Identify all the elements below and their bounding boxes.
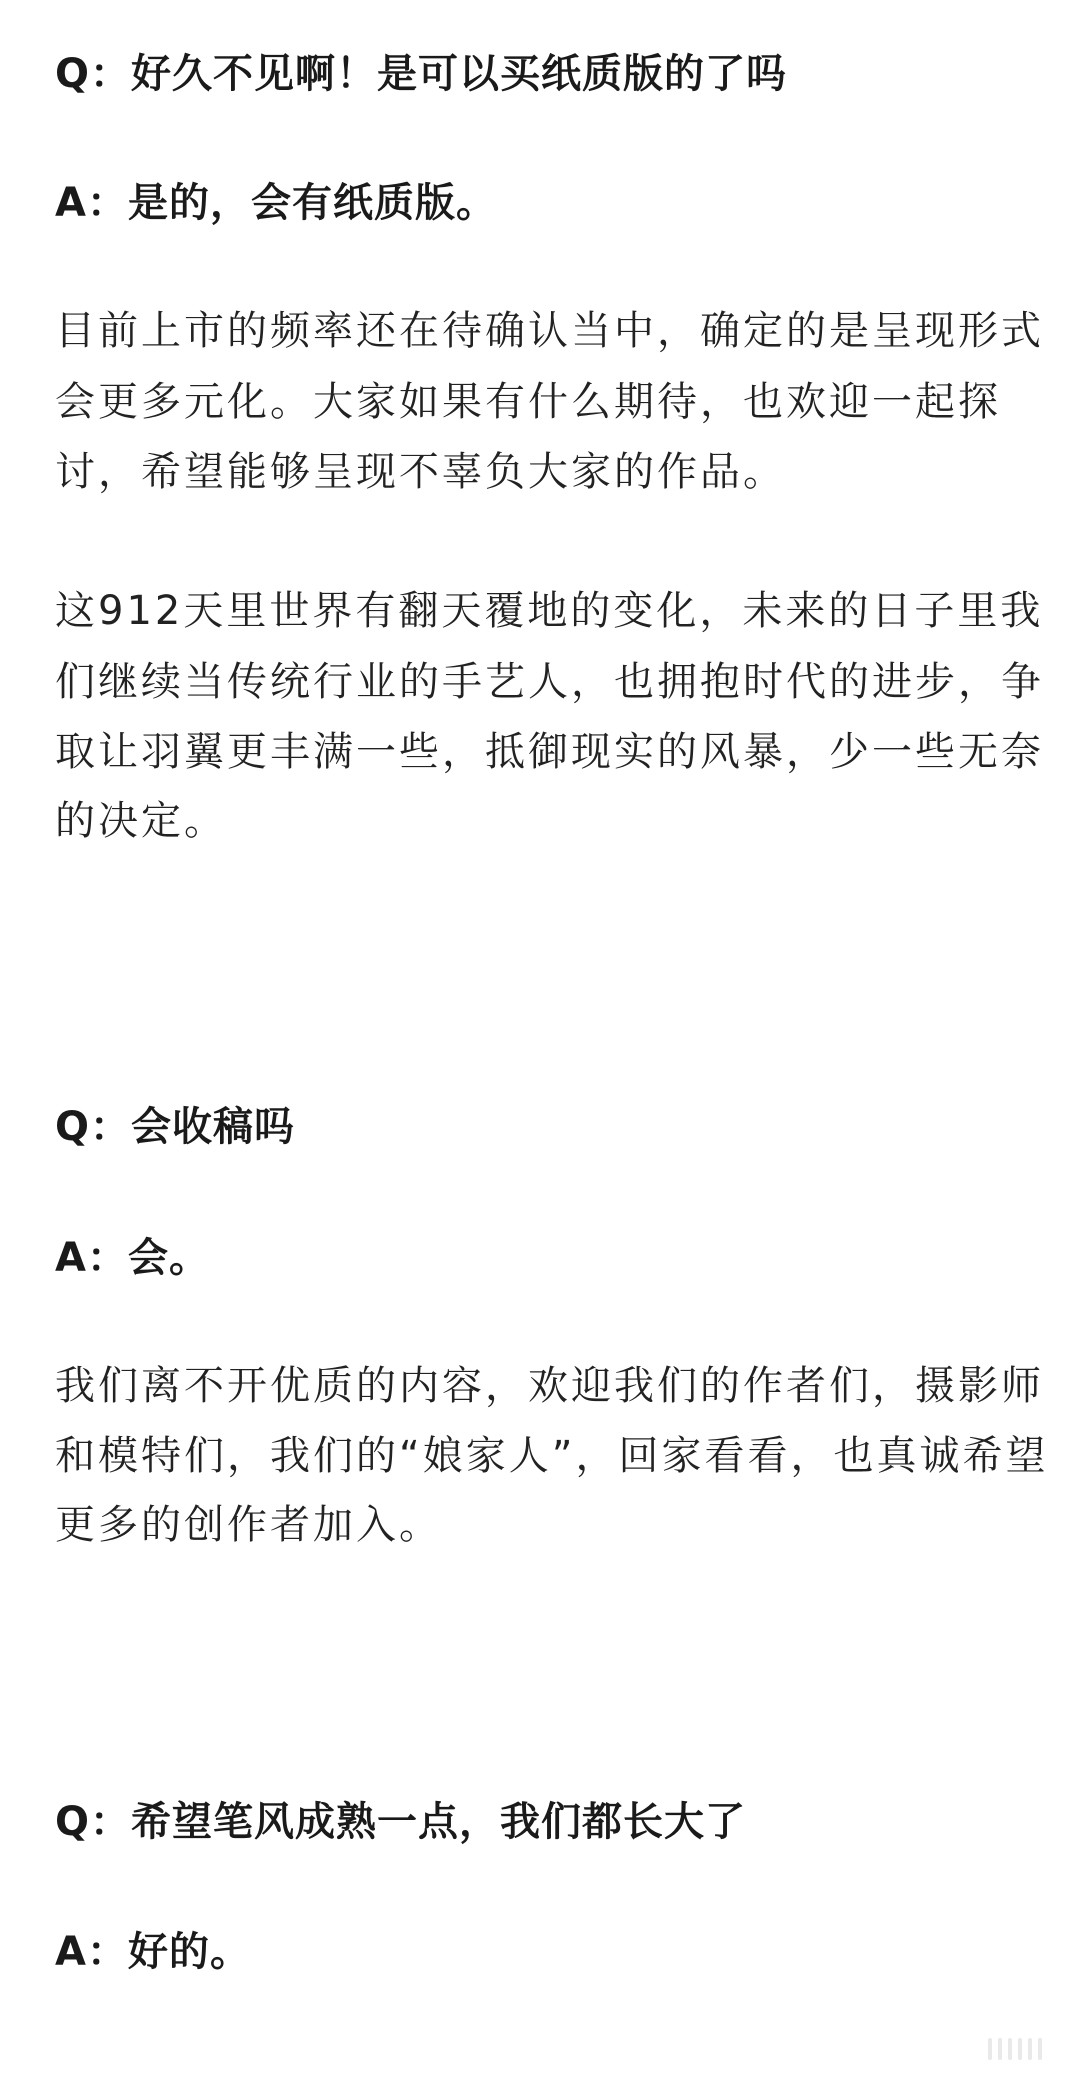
paragraph-line: 讨，希望能够呈现不辜负大家的作品。 <box>55 449 786 495</box>
paragraph-line: 的决定。 <box>55 798 227 844</box>
paragraph-line: 取让羽翼更丰满一些，抵御现实的风暴，少一些无奈 <box>55 729 1044 775</box>
paragraph-line: 我们离不开优质的内容，欢迎我们的作者们，摄影师 <box>55 1363 1044 1409</box>
paragraph-line: 目前上市的频率还在待确认当中，确定的是呈现形式 <box>55 308 1044 354</box>
question-1: Q：好久不见啊！是可以买纸质版的了吗 <box>55 51 788 97</box>
answer-1: A：是的，会有纸质版。 <box>55 180 497 226</box>
question-3: Q：希望笔风成熟一点，我们都长大了 <box>55 1799 747 1845</box>
paragraph-line: 和模特们，我们的“娘家人”，回家看看，也真诚希望 <box>55 1433 1049 1479</box>
watermark-bar <box>1028 2038 1032 2060</box>
watermark-bars <box>988 2038 1042 2060</box>
answer-3: A：好的。 <box>55 1929 251 1975</box>
watermark-bar <box>1038 2038 1042 2060</box>
watermark-bar <box>1008 2038 1012 2060</box>
watermark-bar <box>998 2038 1002 2060</box>
answer-2: A：会。 <box>55 1235 210 1281</box>
question-2: Q：会收稿吗 <box>55 1104 296 1150</box>
article <box>55 0 1049 2082</box>
watermark-bar <box>988 2038 992 2060</box>
paragraph-line: 会更多元化。大家如果有什么期待，也欢迎一起探 <box>55 379 1001 425</box>
watermark-bar <box>1018 2038 1022 2060</box>
paragraph-line: 更多的创作者加入。 <box>55 1502 442 1548</box>
paragraph-line: 这912天里世界有翻天覆地的变化，未来的日子里我 <box>55 588 1044 634</box>
paragraph-line: 们继续当传统行业的手艺人，也拥抱时代的进步，争 <box>55 659 1044 705</box>
